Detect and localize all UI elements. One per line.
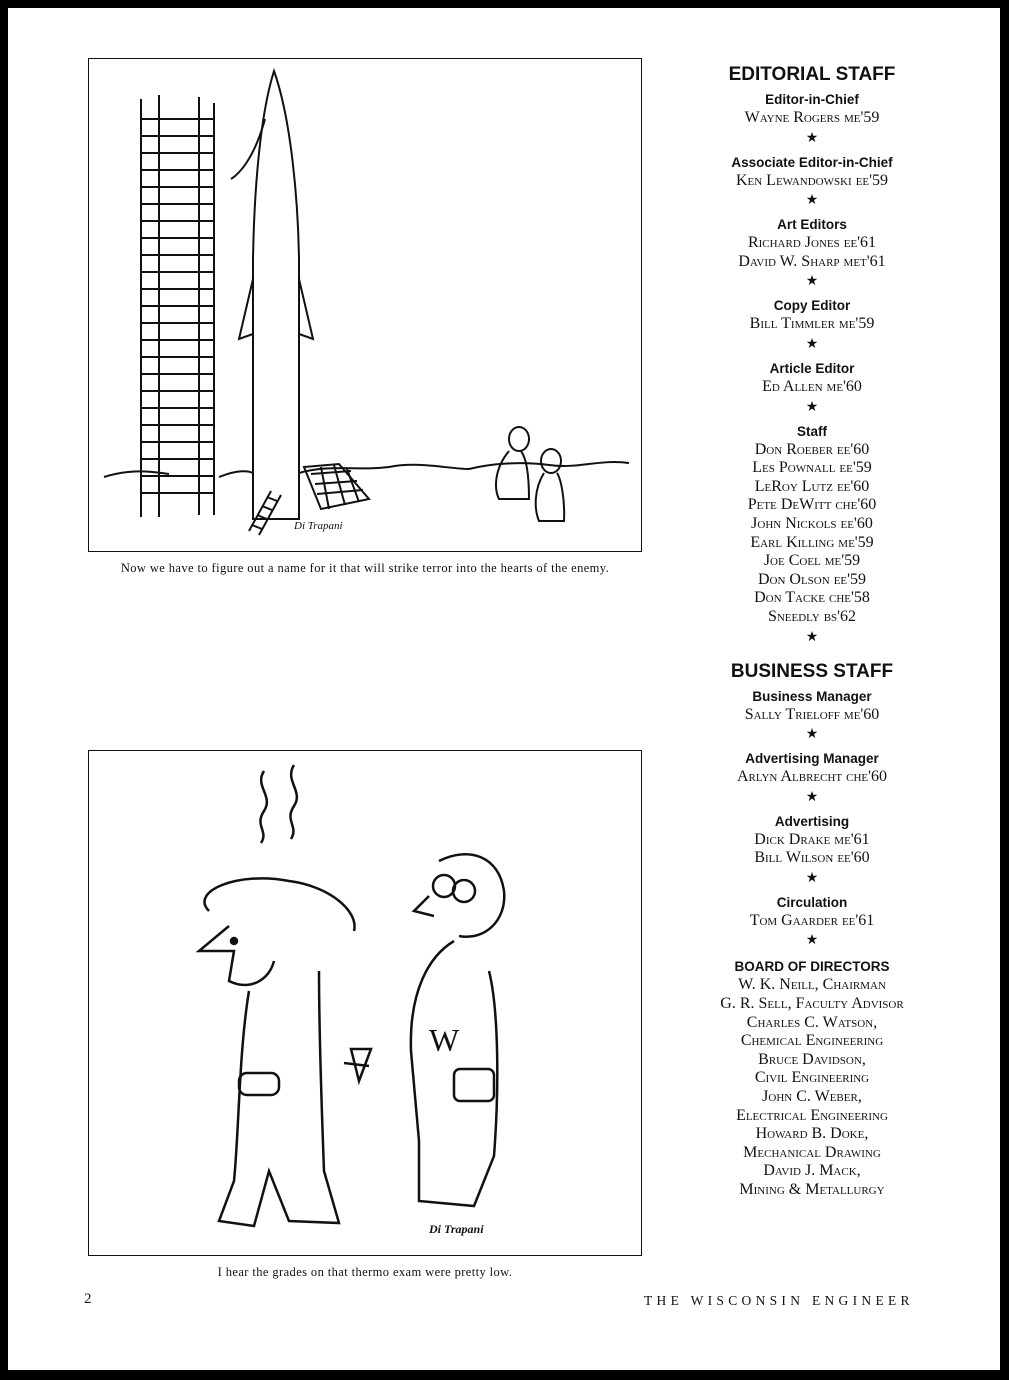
- board-line: Mechanical Drawing: [743, 1143, 881, 1161]
- star-separator: ★: [805, 193, 819, 209]
- staff-role: Circulation: [776, 894, 848, 910]
- staff-name: Don Olson ee'59: [757, 570, 867, 588]
- star-separator: ★: [805, 727, 819, 743]
- editorial-staff-title: EDITORIAL STAFF: [728, 64, 896, 85]
- staff-role: Advertising Manager: [745, 751, 879, 767]
- cartoon-rocket-frame: [88, 58, 642, 552]
- svg-text:W: W: [429, 1022, 460, 1058]
- staff-role: Article Editor: [769, 360, 855, 376]
- board-line: Chemical Engineering: [740, 1032, 884, 1050]
- staff-name: Dick Drake me'61: [754, 830, 870, 848]
- page-number: 2: [84, 1291, 92, 1307]
- board-line: W. K. Neill, Chairman: [738, 976, 886, 994]
- star-separator: ★: [805, 336, 819, 352]
- star-separator: ★: [805, 274, 819, 290]
- staff-name: Joe Coel me'59: [763, 552, 861, 570]
- board-line: Electrical Engineering: [736, 1106, 888, 1124]
- masthead: [684, 60, 940, 1200]
- staff-name: Earl Killing me'59: [750, 533, 874, 551]
- staff-name: Bill Wilson ee'60: [754, 849, 870, 867]
- staff-name: Arlyn Albrecht che'60: [736, 768, 888, 786]
- cartoon-rocket-caption: Now we have to figure out a name for it that will strike terror into the hearts of the enemy.: [120, 561, 610, 575]
- students-cartoon-illustration: [89, 751, 641, 1255]
- staff-name: Sneedly bs'62: [767, 607, 857, 625]
- board-line: Bruce Davidson,: [758, 1050, 866, 1068]
- star-separator: ★: [805, 629, 819, 645]
- board-line: G. R. Sell, Faculty Advisor: [720, 995, 904, 1013]
- staff-name: Pete DeWitt che'60: [747, 496, 877, 514]
- star-separator: ★: [805, 933, 819, 949]
- staff-name: Tom Gaarder ee'61: [749, 911, 875, 929]
- signature-top: Di Trapani: [294, 520, 343, 532]
- staff-name: Ed Allen me'60: [762, 377, 862, 395]
- staff-role: Art Editors: [777, 217, 847, 233]
- board-of-directors-title: BOARD OF DIRECTORS: [734, 959, 890, 975]
- staff-name: Don Roeber ee'60: [754, 440, 870, 458]
- staff-name: Les Pownall ee'59: [752, 459, 872, 477]
- staff-role: Business Manager: [752, 688, 872, 704]
- board-line: Howard B. Doke,: [755, 1125, 869, 1143]
- board-line: David J. Mack,: [763, 1162, 861, 1180]
- staff-role: Advertising: [774, 813, 850, 829]
- magazine-page: [8, 8, 1000, 1370]
- cartoon-students-frame: [88, 750, 642, 1256]
- staff-name: David W. Sharp met'61: [738, 252, 886, 270]
- staff-name: LeRoy Lutz ee'60: [754, 477, 870, 495]
- staff-role: Copy Editor: [773, 298, 851, 314]
- staff-name: Richard Jones ee'61: [747, 234, 877, 252]
- board-line: John C. Weber,: [762, 1088, 862, 1106]
- staff-role: Associate Editor-in-Chief: [731, 154, 893, 170]
- rocket-cartoon-illustration: [89, 59, 641, 551]
- staff-role: Staff: [797, 423, 827, 439]
- star-separator: ★: [805, 130, 819, 146]
- board-line: Charles C. Watson,: [746, 1013, 878, 1031]
- staff-name: John Nickols ee'60: [751, 514, 873, 532]
- staff-name: Bill Timmler me'59: [749, 315, 875, 333]
- staff-name: Sally Trieloff me'60: [744, 705, 880, 723]
- editorial-staff-list: [684, 90, 940, 649]
- star-separator: ★: [805, 399, 819, 415]
- board-line: Mining & Metallurgy: [739, 1181, 885, 1198]
- star-separator: ★: [805, 870, 819, 886]
- signature-bottom: Di Trapani: [429, 1222, 484, 1236]
- star-separator: ★: [805, 789, 819, 805]
- staff-name: Don Tacke che'58: [754, 589, 870, 607]
- staff-name: Wayne Rogers me'59: [744, 109, 880, 126]
- board-of-directors-list: [684, 976, 940, 1199]
- cartoon-students-caption: I hear the grades on that thermo exam were pretty low.: [217, 1265, 513, 1279]
- board-line: Civil Engineering: [754, 1069, 870, 1087]
- staff-role: Editor-in-Chief: [765, 92, 859, 107]
- business-staff-list: [684, 687, 940, 953]
- scaffold-rungs: [141, 119, 214, 493]
- business-staff-title: BUSINESS STAFF: [730, 660, 894, 682]
- staff-name: Ken Lewandowski ee'59: [735, 171, 889, 189]
- running-head: THE WISCONSIN ENGINEER: [644, 1293, 914, 1308]
